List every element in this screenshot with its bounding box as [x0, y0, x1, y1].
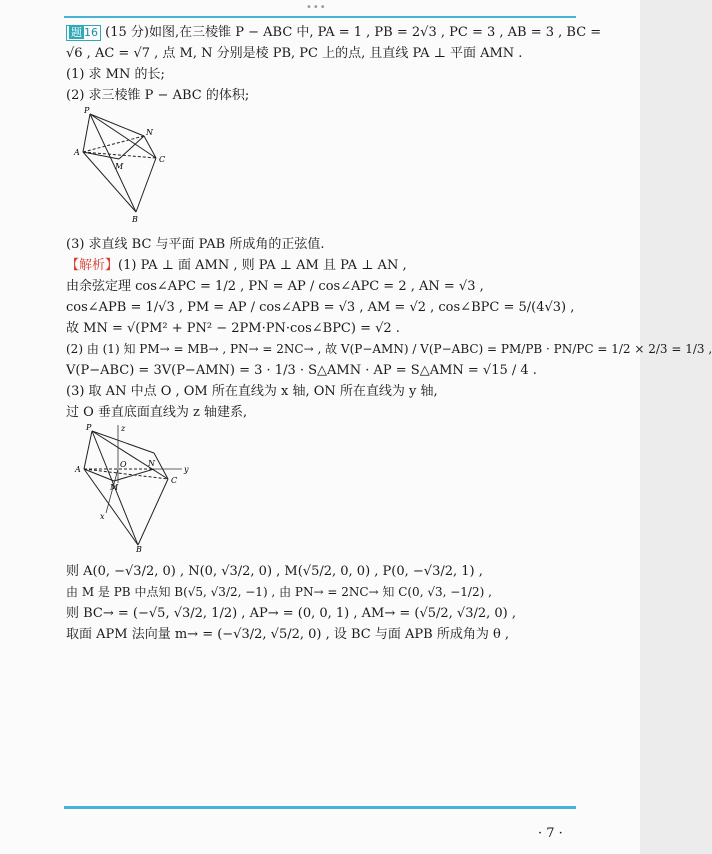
fig2-label-O: O — [120, 460, 127, 469]
solution-3-line-6: 取面 APM 法向量 m→ = (−√3/2, √5/2, 0) , 设 BC 与面 APB 所成角为 θ , — [66, 627, 510, 642]
solution-line-1 — [66, 255, 576, 276]
question-2: (2) 求三棱锥 P − ABC 的体积; — [66, 88, 250, 103]
fig2-label-A: A — [75, 465, 81, 474]
problem-content — [66, 22, 712, 645]
solution-2-line-2: V(P−ABC) = 3V(P−AMN) = 3 · 1/3 · S△AMN · AP = S△AMN = √15 / 4 . — [66, 363, 537, 378]
fig2-label-y: y — [184, 465, 189, 474]
solution-1-line-4: 故 MN = √(PM² + PN² − 2PM·PN·cos∠BPC) = √2 . — [66, 321, 400, 336]
fig2-label-P: P — [86, 423, 92, 432]
question-3: (3) 求直线 BC 与平面 PAB 所成角的正弦值. — [66, 237, 325, 252]
badge-label: 题 — [71, 26, 82, 39]
solution-2-line-1: (2) 由 (1) 知 PM→ = MB→ , PN→ = 2NC→ , 故 V(P−AMN) / V(P−ABC) = PM/PB · PN/PC = 1/2 × 2/3 = 1/3 , — [66, 342, 712, 356]
fig1-label-B: B — [132, 215, 138, 224]
fig2-label-N: N — [148, 459, 155, 468]
fig2-label-C: C — [171, 476, 178, 485]
score: (15 分) — [105, 25, 149, 40]
fig1-label-M: M — [115, 162, 124, 171]
fig1-label-A: A — [74, 148, 80, 157]
solution-1-text-1: (1) PA ⊥ 面 AMN , 则 PA ⊥ AM 且 PA ⊥ AN , — [118, 258, 407, 273]
question-1: (1) 求 MN 的长; — [66, 67, 165, 82]
header-dots: ••• — [306, 2, 327, 13]
coordinate-figure-2 — [66, 423, 216, 553]
page-number: · 7 · — [538, 826, 563, 841]
fig2-label-M: M — [110, 483, 119, 492]
stem-text-1: 如图,在三棱锥 P − ABC 中, PA = 1 , PB = 2√3 , PC = 3 , AB = 3 , BC = — [148, 25, 602, 40]
fig1-label-C: C — [159, 155, 166, 164]
question-badge — [66, 25, 101, 41]
tetrahedron-figure-1 — [66, 106, 206, 226]
fig1-label-P: P — [84, 106, 90, 115]
solution-3-line-5: 则 BC→ = (−√5, √3/2, 1/2) , AP→ = (0, 0, 1) , AM→ = (√5/2, √3/2, 0) , — [66, 606, 517, 621]
solution-3-line-4: 由 M 是 PB 中点知 B(√5, √3/2, −1) , 由 PN→ = 2NC→ 知 C(0, √3, −1/2) , — [66, 585, 492, 599]
problem-stem-line-1 — [66, 22, 602, 43]
fig2-label-B: B — [136, 545, 142, 554]
fig2-label-z: z — [121, 424, 126, 433]
problem-stem-line-2: √6 , AC = √7 , 点 M, N 分别是棱 PB, PC 上的点, 且直线 PA ⊥ 平面 AMN . — [66, 46, 523, 61]
solution-1-line-2: 由余弦定理 cos∠APC = 1/2 , PN = AP / cos∠APC = 2 , AN = √3 , — [66, 279, 484, 294]
bottom-rule — [64, 806, 576, 809]
solution-1-line-3: cos∠APB = 1/√3 , PM = AP / cos∠APB = √3 , AM = √2 , cos∠BPC = 5/(4√3) , — [66, 300, 575, 315]
fig1-label-N: N — [146, 128, 153, 137]
fig2-label-x: x — [100, 512, 105, 521]
solution-tag: 【解析】 — [66, 258, 119, 273]
badge-number: 16 — [84, 26, 98, 39]
solution-3-line-1: (3) 取 AN 中点 O , OM 所在直线为 x 轴, ON 所在直线为 y 轴, — [66, 384, 438, 399]
solution-3-line-3: 则 A(0, −√3/2, 0) , N(0, √3/2, 0) , M(√5/2, 0, 0) , P(0, −√3/2, 1) , — [66, 564, 483, 579]
solution-3-line-2: 过 O 垂直底面直线为 z 轴建系, — [66, 405, 248, 420]
top-rule — [64, 16, 576, 18]
